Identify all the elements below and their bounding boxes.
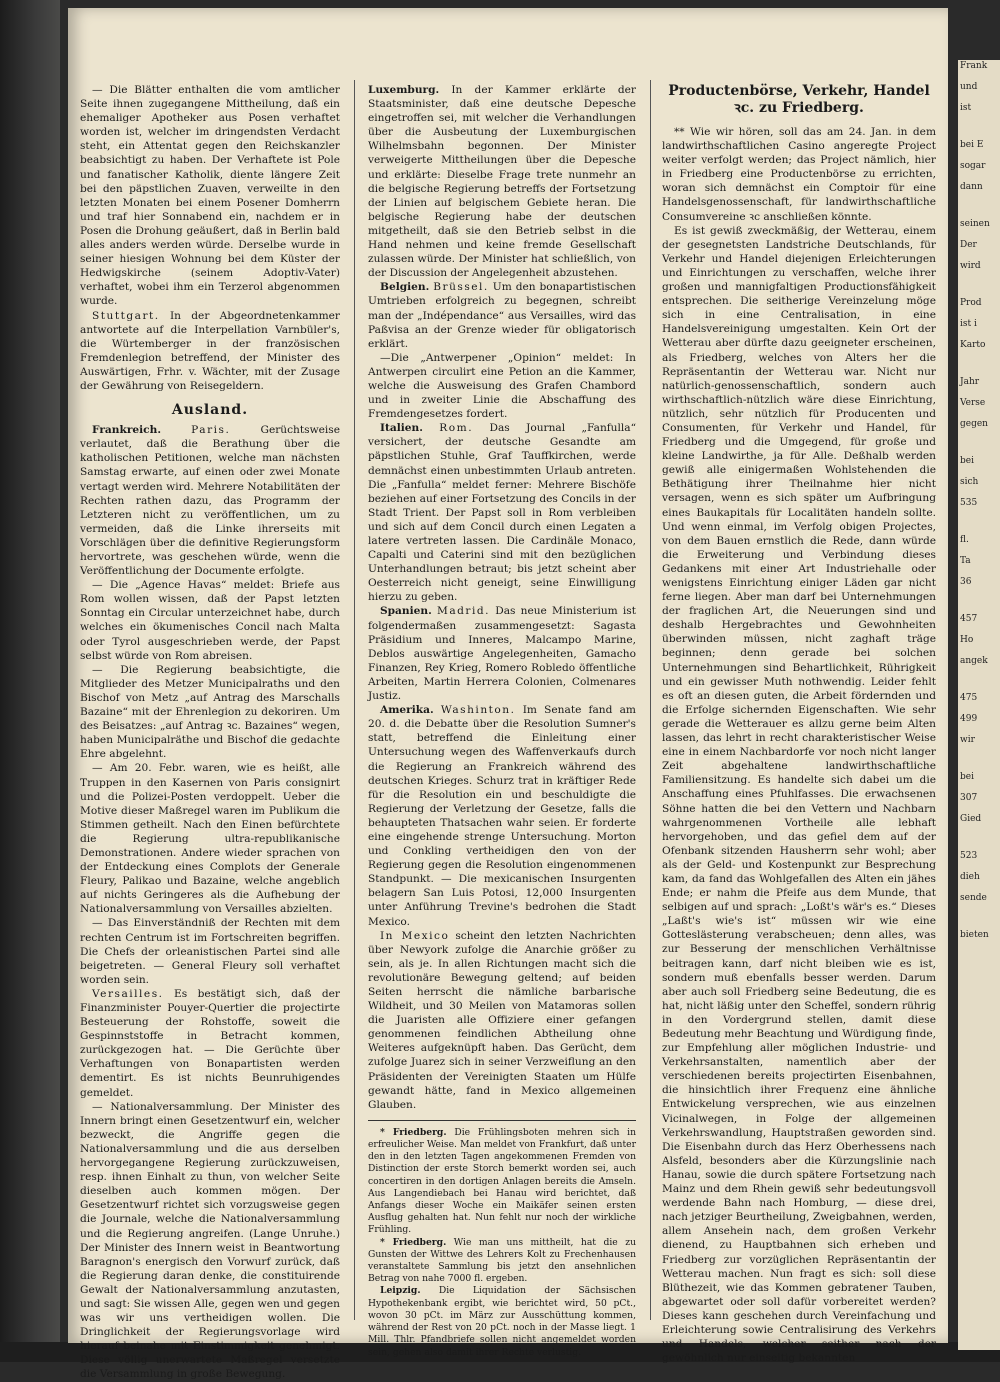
article-einverstaendniss: — Das Einverständniß der Rechten mit dem rechten Centrum ist im Fortschreiten begriffen. Die Chefs der orleanistischen Partei sind alle beigetreten. — General Fleury soll verhaftet worden sein. [80,917,340,986]
adjacent-page-fragment: sende [960,893,987,903]
article-frankreich: Frankreich. Paris. Gerüchtsweise verlautet, daß die Berathung über die katholischen Petitionen, welche man nächsten Samstag erwarte, auf einen oder zwei Monate vertagt werden wird. Mehrere Notabilitäten der Rechten rathen dazu, das Programm der Letzteren nicht zu veröffentlichen, um zu vermeiden, daß die Linke ihrerseits mit Vorschlägen über die definitive Regierungsform hervortrete, was geschehen würde, wenn die Veröffentlichung der Documente erfolgte. [80,424,340,578]
adjacent-page-fragment: Karto [960,340,986,350]
adjacent-page-fragment: 475 [960,693,978,703]
article-ehrenlegion: — Die Regierung beabsichtigte, die Mitglieder des Metzer Municipalraths und den Bischof von Metz „auf Antrag des Marschalls Bazaine“ mit der Ehrenlegion zu dekoriren. Um des Beisatzes: „auf Antrag ꝛc. Bazaines“ wegen, haben Municipalräthe und Bischof die gedachte Ehre abgelehnt. [80,663,340,761]
adjacent-page-fragment: und [960,82,978,92]
adjacent-page-fragment: seinen [960,219,990,229]
adjacent-page-fragment: Ta [960,556,971,566]
adjacent-page-fragment: Frank [960,61,988,71]
adjacent-page-fragment: fl. [960,535,969,545]
adjacent-page-fragment: 457 [960,614,978,624]
column-rule-2 [650,80,651,1320]
article-antwerpen: —Die „Antwerpener „Opinion“ meldet: In Antwerpen circulirt eine Petion an die Kammer, welche die Ausweisung des Grafen Chambord und in zweiter Linie die Abschaffung des Fremdengesetzes fordert. [368,351,636,421]
adjacent-page-fragment: bei E [960,140,984,150]
adjacent-page-fragment: sogar [960,161,986,171]
adjacent-page-fragment: 36 [960,577,972,587]
newspaper-page [68,8,948,1381]
adjacent-page-fragment: 307 [960,793,978,803]
adjacent-page-fragment: 535 [960,498,978,508]
adjacent-page-fragment: Jahr [960,377,980,387]
adjacent-page-fragment: 523 [960,851,978,861]
section-title-productenboerse: Productenbörse, Verkehr, Handel ꝛc. zu Friedberg. [668,83,930,116]
article-productenboerse-body: Es ist gewiß zweckmäßig, der Wetterau, einem der gesegnetsten Landstriche Deutschlands, für Verkehr und Handel diejenigen Erleichterungen und Einrichtungen zu verschaffen, welche ihrer großen und mannigfaltigen Productionsfähigkeit entsprechen. Die seitherige Vereinzelung möge sich in eine Centralisation, in eine Handelsvereinigung umgestalten. Kein Ort der Wetterau aber dürfte dazu geeigneter erscheinen, als Friedberg, welches von Alters her die Repräsentantin der Wetterau war. Nicht nur natürlich-genossenschaftlich, sondern auch wirthschaftlich-nützlich wäre diese Einrichtung, nützlich, sehr nützlich für Producenten und Consumenten, für Verkehr und Handel, für Friedberg und die Umgegend, für große und kleine Landwirthe, ja für Alle. Deßhalb werden gewiß alle einigermaßen Wohlstehenden die Bethätigung ihrer Theilnahme hier nicht versagen, wenn es sich später um Aufbringung eines Baukapitals für Localitäten handeln sollte. Und wenn einmal, im Verfolg obigen Projectes, von dem Bauen ernstlich die Rede, dann würde die Erweiterung und Verbindung dieses Gedankens mit einer Art Industriehalle oder wenigstens Einrichtung einiger Läden gar nicht ferne liegen. Aber man darf bei Unternehmungen der fraglichen Art, die Neuerungen sind und deshalb Hergebrachtes und Gewohnheiten überwinden müssen, nicht zaghaft träge beginnen; denn gerade bei solchen Unternehmungen sind Behartlichkeit, Rührigkeit und ein gewisser Muth nothwendig. Leider fehlt es oft an diesen guten, die Arbeit fördernden und die Erfolge sichernden Eigenschaften. Wie sehr gerade die Wetterauer es allzu gerne beim Alten lassen, das lehrt in recht charakteristischer Weise eine in einem Nachbardorfe vor noch nicht langer Zeit abgehaltene landwirthschaftliche Familiensitzung. Es handelte sich dabei um die Anschaffung eines Pfuhlfasses. Die erwachsenen Söhne hatten die bei den Vettern und Nachbarn wahrgenommenen Vortheile alle lebhaft hervorgehoben, und das gefiel dem auf der Ofenbank sitzenden Hausherrn sehr wohl; aber als der Geld- und Kostenpunkt zur Besprechung kam, da fand das Wohlgefallen des Alten ein jähes Ende; er nahm die Pfeife aus dem Munde, that selbigen auf und sprach: „Loßt's wär's es.“ Dieses „Laßt's wie's ist“ müssen wir wie eine Gotteslästerung verabscheuen; denn alles, was zur Besserung der menschlichen Verhältnisse beitragen kann, darf nicht bleiben wie es ist, sondern muß ebenfalls besser werden. Darum aber auch soll Friedberg seine Bedeutung, die es hat, nicht läßig unter den Scheffel, sondern rührig in den Vordergrund stellen, damit diese Bedeutung mehr Beachtung und Würdigung finde, zur Empfehlung aller möglichen Industrie- und Verkehrsanstalten, namentlich aber der verschiedenen bereits projectirten Eisenbahnen, die hinsichtlich ihrer Frequenz eine ähnliche Entwickelung versprechen, wie aus einzelnen Vicinalwegen, in Folge der allgemeinen Verkehrswandlung, Hauptstraßen geworden sind. Die Eisenbahn durch das Herz Oberhessens nach Alsfeld, besonders aber die Kürzungslinie nach Hanau, sowie die durch spätere Fortsetzung nach Mainz und dem Rhein gewiß sehr bedeutungsvoll werdende Bahn nach Homburg, — diese drei, nach jetziger Beurtheilung, Zweigbahnen, werden, allem Ansehein nach, dem großen Verkehr dienend, zu Hauptbahnen sich erheben und Friedberg zur vorzüglichen Repräsentantin der Wetterau machen. Nun fragt es sich: soll diese Blüthezeit, wie das Kommen gebratener Tauben, abgewartet oder soll dafür vorbereitet werden? Dieses kann geschehen durch Vereinfachung und Erleichterung sowie Centralisirung des Verkehrs und Handels, welcher seither nach der gewöhnlich nur einseitig bekannten [662,224,936,1365]
adjacent-page-fragment: ist [960,103,972,113]
article-nationalversammlung: — Nationalversammlung. Der Minister des Innern bringt einen Gesetzentwurf ein, welcher bezweckt, die Angriffe gegen die Nationalversammlung und die aus derselben hervorgegangene Regierung zurückzuweisen, resp. ihnen Einhalt zu thun, von welcher Seite dieselben auch kommen mögen. Der Gesetzentwurf richtet sich vorzugsweise gegen die Journale, welche die Nationalversammlung und die Regierung angreifen. (Lange Unruhe.) Der Minister des Innern weist in Beantwortung Baragnon's energisch den Vorwurf zurück, daß die Regierung daran denke, die constituirende Gewalt der Nationalversammlung anzutasten, und sagt: Sie wissen Alle, gegen wen und gegen was wir uns vertheidigen wollen. Die Dringlichkeit der Regierungsvorlage wird hierauf beinahe mit Einstimmigkeit genehmigt. Diese völlig unerwartete Maßregel versetzte die Versammlung in große Bewegung. [80,1100,340,1381]
article-luxemburg: Luxemburg. In der Kammer erklärte der Staatsminister, daß eine deutsche Depesche eingetroffen sei, mit welcher die Verhandlungen über die Ausbeutung der Luxemburgischen Wilhelmsbahn begonnen. Der Minister verweigerte Mittheilungen über die Depesche und erklärte: Dieselbe Frage trete nunmehr an die belgische Regierung betreffs der Fortsetzung der Linien auf belgischem Gebiete heran. Die belgische Regierung habe der deutschen mitgetheilt, daß sie den Betrieb selbst in die Hand nehmen und keine fremde Gesellschaft zulassen würde. Der Minister hat schließlich, von der Discussion der Angelegenheit abzustehen. [368,84,636,280]
notice-fruehling: * Friedberg. Die Frühlingsboten mehren sich in erfreulicher Weise. Man meldet von Frankfurt, daß unter den in den letzten Tagen angekommenen Fremden von Distinction der erste Storch bemerkt worden sei, auch concertiren in den dortigen Anlagen bereits die Amseln. Aus Langendiebach bei Hanau wird berichtet, daß Anfangs dieser Woche ein Maikäfer seinen ersten Ausflug gehalten hat. Nun fehlt nur noch der wirkliche Frühling. [368,1126,637,1236]
adjacent-page-edge [958,60,1000,1350]
column-2 [368,83,636,1359]
article-attentat: — Die Blätter enthalten die vom amtlicher Seite ihnen zugegangene Mittheilung, daß ein ehemaliger Apotheker aus Posen verhaftet worden ist, welcher im dringendsten Verdacht steht, ein Attentat gegen den Reichskanzler beabsichtigt zu haben. Der Verhaftete ist Pole und fanatischer Katholik, diente längere Zeit bei den päpstlichen Zuaven, verweilte in den letzten Monaten bei einem Posener Domherrn und traf hier Sonnabend ein, nachdem er in Posen die Drohung geäußert, daß in Berlin bald alles anders werden würde. Derselbe wurde in seiner hiesigen Wohnung bei dem Küster der Hedwigskirche (seinem Adoptiv-Vater) verhaftet, wobei ihm ein Terzerol abgenommen wurde. [80,84,340,308]
article-amerika: Amerika. Washinton. Im Senate fand am 20. d. die Debatte über die Resolution Sumner's statt, betreffend die Einleitung einer Untersuchung wegen des Waffenverkaufs durch die Regierung an Frankreich während des deutschen Krieges. Schurz trat in kräftiger Rede für die Resolution ein und beschuldigte die Regierung der Verletzung der Gesetze, falls die behaupteten Thatsachen wahr seien. Er forderte eine eingehende strenge Untersuchung. Morton und Conkling vertheidigen den von der Regierung gegen die Resolution eingenommenen Standpunkt. — Die mexicanischen Insurgenten belagern San Luis Potosi, 12,000 Insurgenten unter Anführung Trevine's bedrohen die Stadt Mexico. [368,704,636,928]
adjacent-page-fragment: gegen [960,419,988,429]
article-italien: Italien. Rom. Das Journal „Fanfulla“ versichert, der deutsche Gesandte am päpstlichen Stuhle, Graf Tauffkirchen, werde demnächst einen unbestimmten Urlaub antreten. Die „Fanfulla“ meldet ferner: Mehrere Bischöfe beziehen auf einer Fortsetzung des Concils in der Stadt Trient. Der Papst soll in Rom verbleiben und sich auf dem Concil durch einen Legaten a latere vertreten lassen. Die Cardinäle Monaco, Capalti und Caterini sind mit den bezüglichen Unterhandlungen betraut; bis jetzt scheint aber Oesterreich nicht geneigt, seine Einwilligung hierzu zu geben. [368,422,637,604]
column-3 [662,83,936,1365]
book-binding [0,0,60,1362]
article-mexico: In Mexico scheint den letzten Nachrichten über Newyork zufolge die Anarchie größer zu sein, als je. In allen Richtungen macht sich die revolutionäre Bewegung geltend; auf beiden Seiten herrscht die nämliche barbarische Wildheit, und 30 Meilen von Matamoras sollen die Juaristen alle Offiziere einer gefangen genommenen feindlichen Abtheilung ohne Weiteres aufgeknüpft haben. Das Gerücht, dem zufolge Juarez sich in seiner Verzweiflung an den Präsidenten der Vereinigten Staaten um Hülfe gewandt hätte, fand in Mexico allgemeinen Glauben. [368,929,636,1111]
adjacent-page-fragment: dieh [960,872,980,882]
adjacent-page-fragment: angek [960,656,988,666]
adjacent-page-fragment: wir [960,735,975,745]
adjacent-page-fragment: sich [960,477,979,487]
adjacent-page-fragment: wird [960,261,981,271]
article-productenboerse-intro: ** Wie wir hören, soll das am 24. Jan. in dem landwirthschaftlichen Casino angeregte Project weiter verfolgt werden; das Project nämlich, hier in Friedberg eine Productenbörse zu errichten, woran sich demnächst ein Comptoir für eine Handelsgenossenschaft, für landwirthschaftliche Consumvereine ꝛc anschließen könnte. [662,126,936,223]
column-rule-1 [354,80,355,1320]
adjacent-page-fragment: Gied [960,814,982,824]
adjacent-page-fragment: ist i [960,319,977,329]
place-stuttgart: Stuttgart. [92,309,160,322]
article-agence-havas: — Die „Agence Havas“ meldet: Briefe aus Rom wollen wissen, daß der Papst letzten Sonntag ein Circular unterzeichnet habe, durch welches ein ökumenisches Concil nach Malta oder Tyrol ausgeschrieben werde, der Papst selbst würde von Rom abreisen. [80,579,340,662]
article-versailles: Versailles. Es bestätigt sich, daß der Finanzminister Pouyer-Quertier die projectirte Besteuerung der Rohstoffe, soweit die Gespinnststoffe in Betracht kommen, zurückgezogen hat. — Die Gerüchte über Verhaftungen von Bonapartisten werden dementirt. Es ist nichts Beunruhigendes gemeldet. [80,987,340,1099]
separator-rule [368,1120,636,1121]
column-1 [80,83,340,1382]
adjacent-page-fragment: dann [960,182,983,192]
article-stuttgart: Stuttgart. In der Abgeordnetenkammer antwortete auf die Interpellation Varnbüler's, die Würtemberger in der französischen Fremdenlegion betreffend, der Minister des Auswärtigen, Frhr. v. Wächter, mit der Zusage der Gewährung von Reisegeldern. [80,309,340,392]
adjacent-page-fragment: Ho [960,635,974,645]
article-spanien: Spanien. Madrid. Das neue Ministerium ist folgendermaßen zusammengesetzt: Sagasta Präsidium und Inneres, Malcampo Marine, Deblos auswärtige Angelegenheiten, Gamacho Finanzen, Rey Krieg, Romero Robledo öffentliche Arbeiten, Martin Herrera Colonien, Colmenares Justiz. [368,605,636,703]
adjacent-page-fragment: bei [960,456,974,466]
adjacent-page-fragment: bei [960,772,974,782]
adjacent-page-fragment: Prod [960,298,982,308]
notice-leipzig: Leipzig. Die Liquidation der Sächsischen Hypothekenbank ergibt, wie berichtet wird, 50 pCt., wovon 30 pCt. im März zur Ausschüttung kommen, während der Rest von 20 pCt. noch in der Masse liegt. 1 Mill. Thlr. Pfandbriefe sollen nicht angemeldet worden sein, gehen also damit ihrer Rechte verlustig. [368,1285,637,1358]
adjacent-page-fragment: Der [960,240,977,250]
section-heading-ausland: Ausland. [171,402,249,419]
article-truppen: — Am 20. Febr. waren, wie es heißt, alle Truppen in den Kasernen von Paris consignirt und die Polizei-Posten verdoppelt. Ueber die Motive dieser Maßregel waren im Publikum die Stimmen getheilt. Nach den Einen befürchtete die Regierung ultra-republikanische Demonstrationen. Andere wieder sprachen von der Entdeckung eines Complots der Generale Fleury, Palikao und Bazaine, welche angeblich auf nichts Geringeres als die Aufhebung der Nationalversammlung von Versailles abzielten. [80,762,340,916]
adjacent-page-fragment: bieten [960,930,989,940]
article-belgien: Belgien. Brüssel. Um den bonapartistischen Umtrieben erfolgreich zu begegnen, schreibt man der „Indépendance“ aus Versailles, wird das Paßvisa an der Grenze wieder für obligatorisch erklärt. [368,281,636,350]
adjacent-page-fragment: 499 [960,714,978,724]
adjacent-page-fragment: Verse [960,398,986,408]
notice-sammlung: * Friedberg. Wie man uns mittheilt, hat die zu Gunsten der Wittwe des Lehrers Kolt zu Frechenhausen veranstaltete Sammlung bis jetzt den ansehnlichen Betrag von nahe 7000 fl. ergeben. [368,1236,636,1285]
